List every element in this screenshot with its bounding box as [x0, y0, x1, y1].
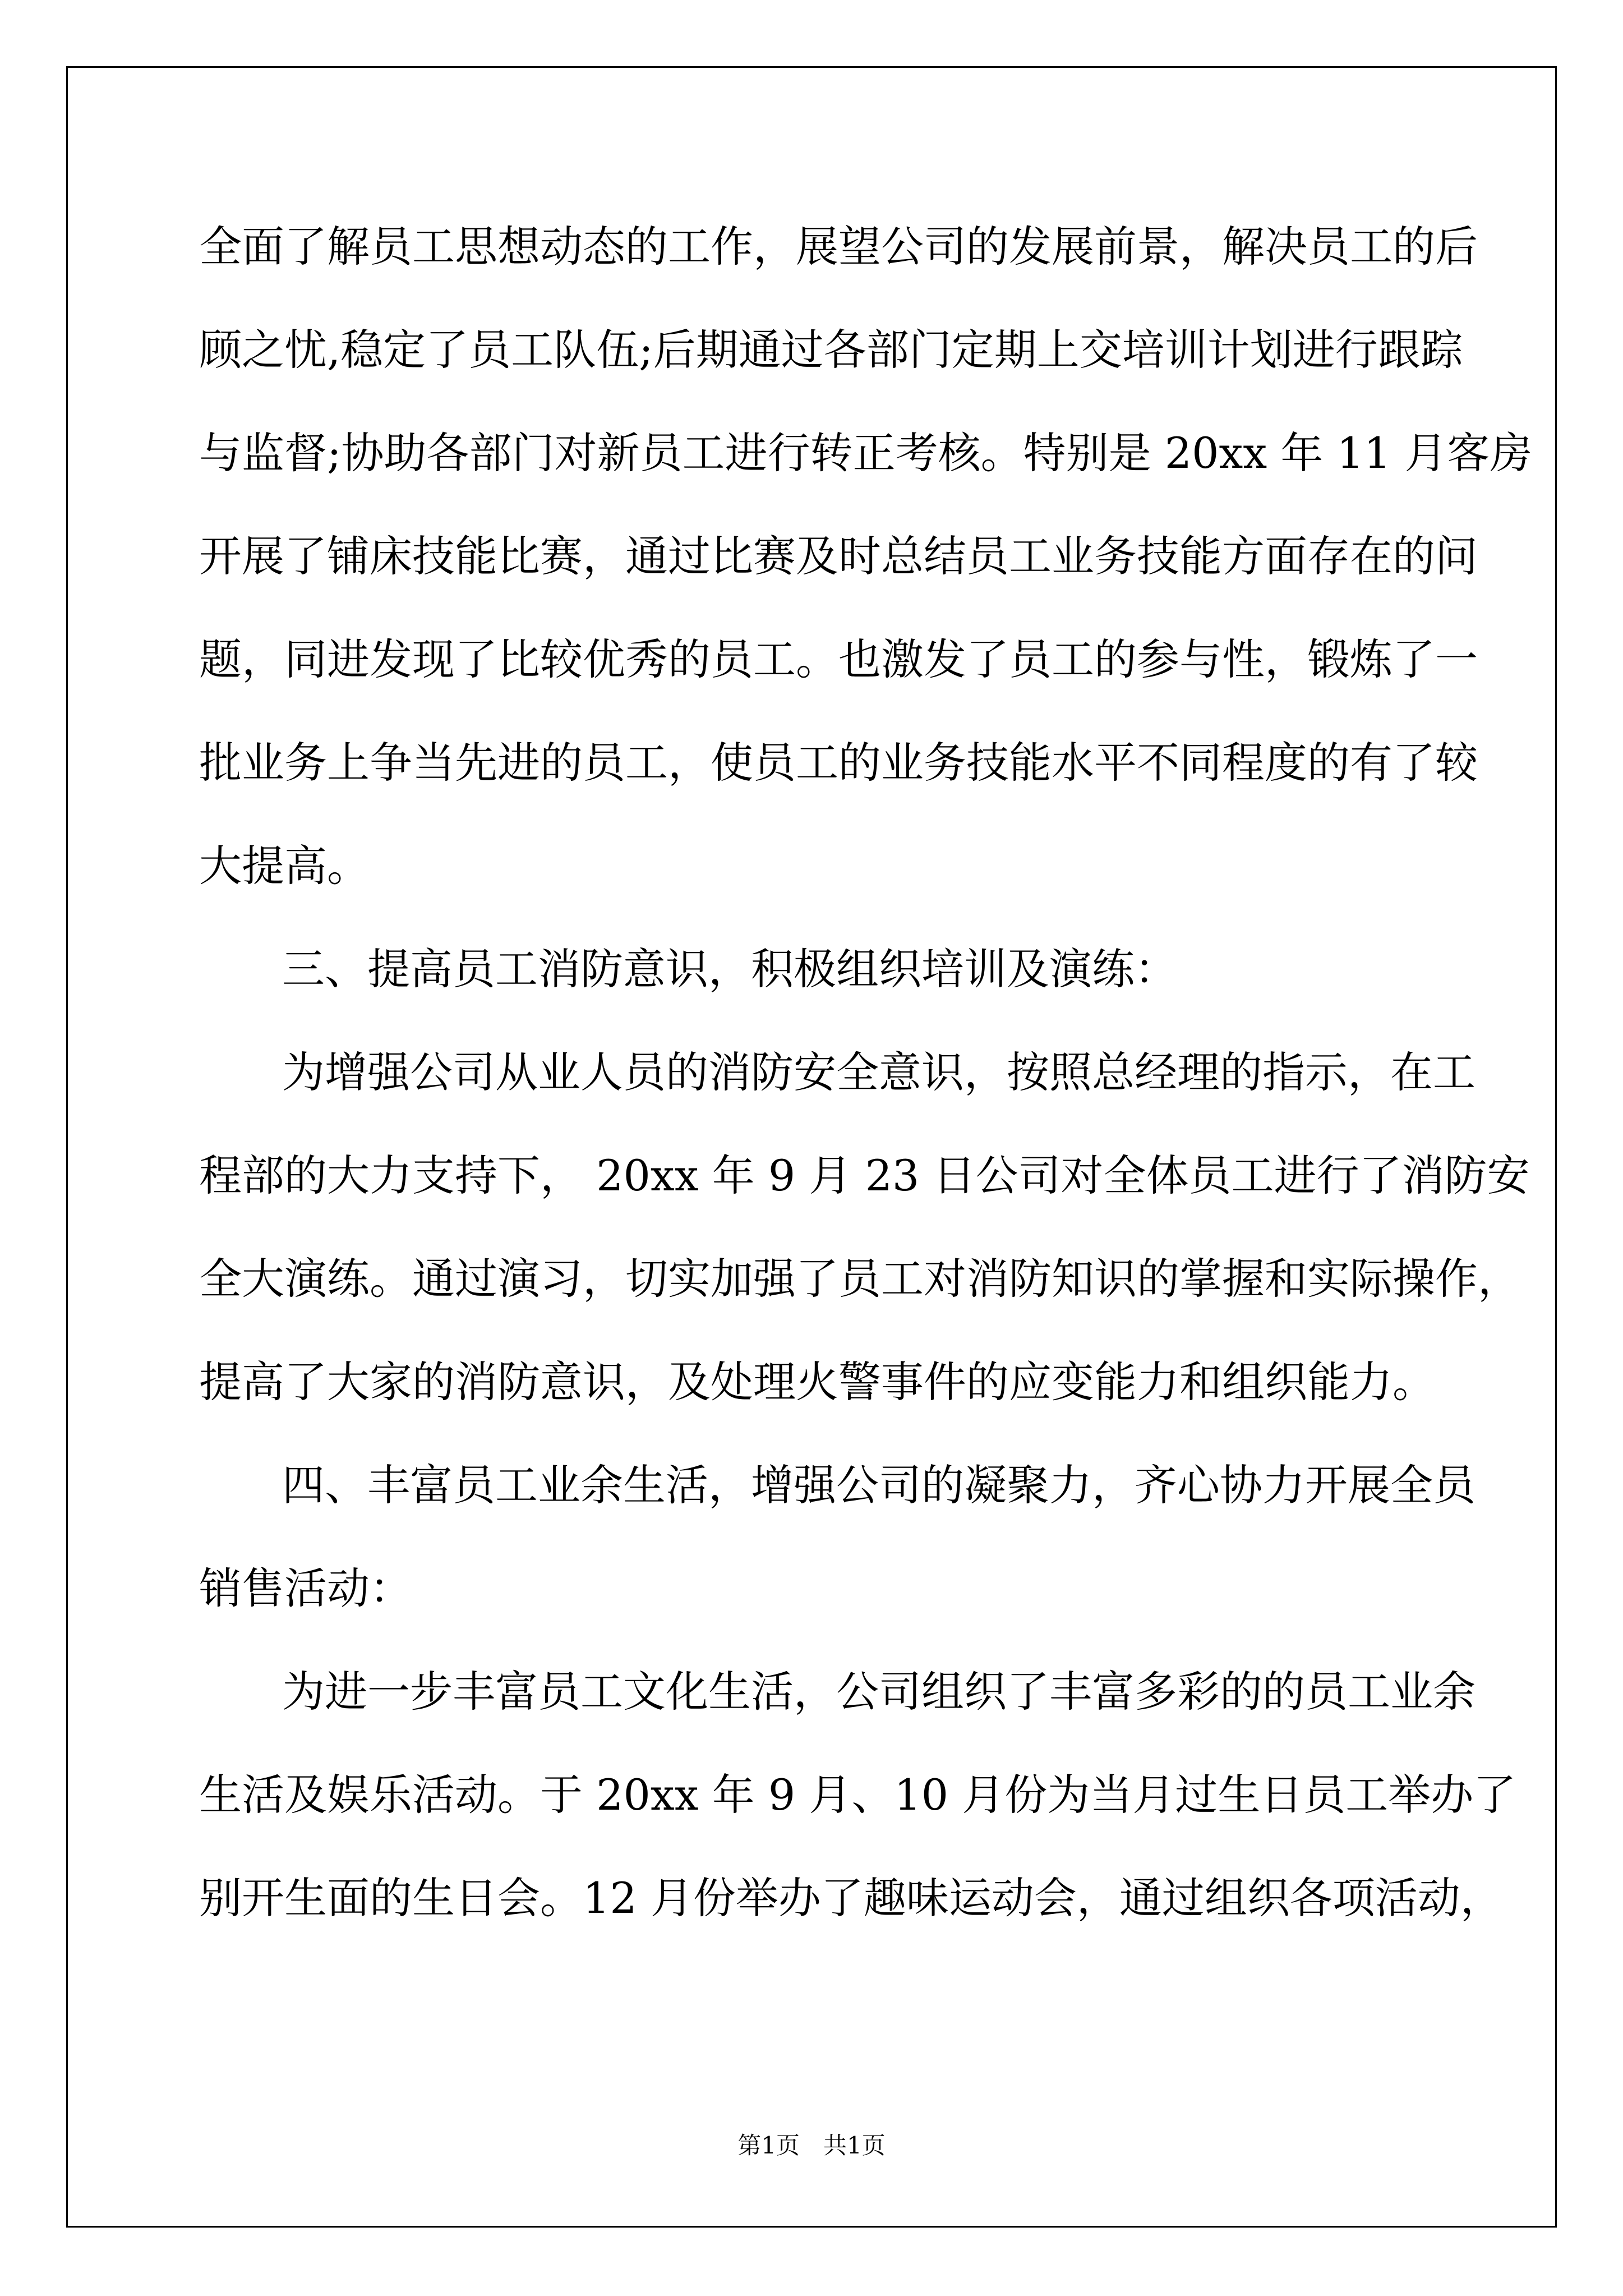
text-line: 大提高。 — [199, 841, 370, 891]
text-line: 题，同进发现了比较优秀的员工。也激发了员工的参与性，锻炼了一 — [199, 634, 1478, 684]
text-line: 提高了大家的消防意识，及处理火警事件的应变能力和组织能力。 — [199, 1357, 1435, 1407]
text-line: 别开生面的生日会。12 月份举办了趣味运动会，通过组织各项活动， — [199, 1873, 1503, 1923]
text-line: 程部的大力支持下， 20xx 年 9 月 23 日公司对全体员工进行了消防安 — [199, 1151, 1530, 1200]
text-line: 生活及娱乐活动。于 20xx 年 9 月、10 月份为当月过生日员工举办了 — [199, 1770, 1516, 1820]
text-line: 全大演练。通过演习，切实加强了员工对消防知识的掌握和实际操作， — [199, 1254, 1520, 1304]
text-line: 批业务上争当先进的员工，使员工的业务技能水平不同程度的有了较 — [199, 738, 1478, 788]
text-line: 顾之忧,稳定了员工队伍;后期通过各部门定期上交培训计划进行跟踪 — [199, 325, 1463, 375]
section-heading: 三、提高员工消防意识，积极组织培训及演练： — [282, 944, 1177, 994]
text-line: 为增强公司从业人员的消防安全意识，按照总经理的指示，在工 — [282, 1047, 1476, 1097]
text-line: 与监督;协助各部门对新员工进行转正考核。特别是 20xx 年 11 月客房 — [199, 428, 1533, 478]
page-footer: 第1页 共1页 — [737, 2132, 886, 2159]
text-line: 为进一步丰富员工文化生活，公司组织了丰富多彩的的员工业余 — [282, 1667, 1476, 1717]
section-heading: 四、丰富员工业余生活，增强公司的凝聚力，齐心协力开展全员 — [282, 1460, 1476, 1510]
text-line: 开展了铺床技能比赛，通过比赛及时总结员工业务技能方面存在的问 — [199, 531, 1478, 581]
section-heading: 销售活动： — [199, 1563, 412, 1613]
text-line: 全面了解员工思想动态的工作，展望公司的发展前景，解决员工的后 — [199, 222, 1478, 272]
